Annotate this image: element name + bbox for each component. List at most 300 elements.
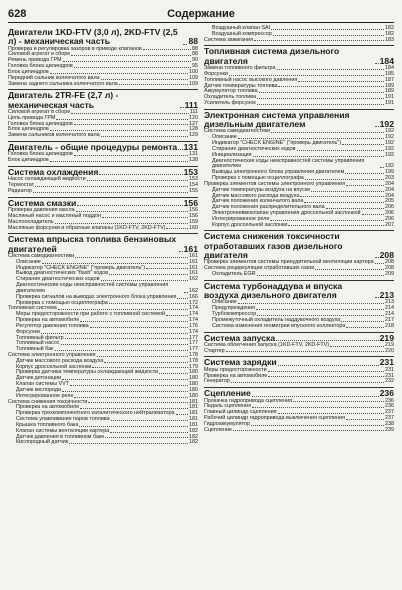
toc-entry-title: Система самодиагностики [8, 252, 75, 259]
toc-page-number: 88 [192, 51, 198, 58]
toc-page-number: 184 [385, 65, 394, 72]
toc-page-number: 159 [189, 218, 198, 225]
toc-entry[interactable] [212, 272, 394, 278]
dot-leader [74, 67, 191, 68]
toc-page-number: 95 [192, 63, 198, 70]
dot-leader [63, 61, 191, 62]
dot-leader [257, 315, 384, 316]
toc-page-number: 181 [189, 421, 198, 428]
dot-leader [159, 373, 188, 374]
dot-leader [179, 251, 183, 252]
dot-leader [62, 391, 188, 392]
dot-leader [55, 223, 188, 224]
toc-entry-title: Датчик температуры топлива [204, 82, 278, 89]
toc-page-number: 206 [385, 210, 394, 216]
toc-page-number: 181 [189, 398, 198, 405]
toc-left-column [8, 26, 198, 446]
dot-leader [102, 217, 188, 218]
toc-entry[interactable] [8, 158, 198, 164]
toc-page-number: 172 [189, 299, 198, 306]
toc-entry-title: Блок цилиндров [8, 68, 49, 75]
dot-leader [79, 426, 188, 427]
toc-entry-title: Проверка элементов системы принудительной вентиляции картера [204, 259, 374, 266]
toc-page-number: 189 [385, 82, 394, 89]
dot-leader [375, 257, 379, 258]
dot-leader [101, 136, 188, 137]
dot-leader [146, 268, 188, 269]
dot-leader [76, 211, 188, 212]
toc-entry-title: Силовой агрегат в сборе [8, 51, 71, 58]
toc-entry-title: Блок цилиндров [8, 157, 49, 164]
toc-page-number: 153 [183, 167, 198, 177]
toc-page-number: 162 [189, 287, 198, 294]
toc-page-number: 180 [189, 381, 198, 388]
toc-entry[interactable] [204, 349, 394, 355]
toc-entry-title: Ремень привода ГРМ [8, 57, 62, 64]
toc-entry[interactable] [8, 82, 198, 88]
toc-page-number: 184 [379, 55, 394, 66]
dot-leader [252, 407, 384, 408]
toc-entry-title: Вывод диагностических "flash" кодов [16, 270, 109, 277]
toc-page-number: 156 [189, 212, 198, 219]
toc-entry[interactable] [16, 440, 198, 446]
dot-leader [259, 92, 384, 93]
toc-page-number: 231 [379, 357, 394, 368]
dot-leader [75, 257, 188, 258]
toc-page-number: 161 [189, 252, 198, 259]
toc-entry[interactable] [212, 324, 394, 330]
dot-leader [362, 214, 384, 215]
toc-page-number: 192 [385, 151, 394, 158]
toc-entry-title: Маслоохладитель [8, 218, 54, 225]
toc-page-number: 219 [385, 341, 394, 348]
toc-entry-title: Стартер [204, 347, 225, 354]
toc-section[interactable] [204, 109, 394, 130]
toc-page-number: 176 [189, 322, 198, 329]
toc-page-number: 231 [385, 372, 394, 379]
dot-leader [341, 321, 384, 322]
dot-leader [293, 401, 384, 402]
dot-leader [109, 274, 188, 275]
dot-leader [77, 205, 182, 206]
toc-entry-title: Корпус дроссельной заслонки [212, 221, 288, 228]
toc-entry-title: Описание [212, 299, 237, 306]
dot-leader [62, 379, 188, 380]
toc-entry-title: Клапан системы VVT [16, 381, 70, 388]
dot-leader [74, 397, 188, 398]
page-number: 628 [8, 8, 27, 20]
toc-page-number: 185 [385, 70, 394, 77]
toc-page-number: 182 [189, 433, 198, 440]
toc-entry-title: Выводы электронного блока управления двигателем [212, 169, 345, 176]
dot-leader [278, 413, 384, 414]
dot-leader [166, 228, 188, 229]
toc-page-number: 205 [385, 198, 394, 205]
dot-leader [80, 321, 188, 322]
toc-page-number: 199 [385, 169, 394, 176]
toc-entry-title: Система изменения геометрии впускного коллектора [212, 322, 346, 329]
toc-page-number: 160 [189, 224, 198, 231]
dot-leader [238, 138, 384, 139]
toc-page-number: 109 [189, 74, 198, 81]
toc-entry-title: Система самодиагностики [204, 128, 271, 135]
toc-section[interactable] [8, 28, 198, 47]
toc-entry-title: Система охлаждения [8, 167, 99, 177]
dot-leader [143, 49, 191, 50]
dot-leader [90, 327, 188, 328]
toc-page-number: 129 [189, 132, 198, 139]
toc-page-number: 192 [385, 134, 394, 141]
dot-leader [271, 29, 384, 30]
toc-entry-title: Блок цилиндров [8, 126, 49, 133]
toc-entry-title: Усилитель форсунок [204, 100, 256, 107]
dot-leader [166, 315, 188, 316]
toc-page-number: 131 [183, 142, 198, 153]
toc-page-number: 161 [189, 258, 198, 265]
toc-entry-title: Система электронного управления [8, 352, 96, 358]
dot-leader [326, 208, 384, 209]
dot-leader [268, 376, 384, 377]
toc-entry-title: Проверка на автомобиле [204, 372, 268, 379]
dot-leader [375, 126, 379, 127]
dot-leader [184, 292, 188, 293]
toc-entry-title: Проверка элементов системы электронного управления [204, 180, 346, 187]
toc-entry-title: Замена топливного фильтра [204, 65, 276, 72]
dot-leader [55, 350, 189, 351]
dot-leader [330, 346, 384, 347]
toc-page-number: 179 [189, 363, 198, 370]
toc-page-number: 191 [385, 100, 394, 107]
dot-leader [268, 371, 384, 372]
toc-page-number: 109 [189, 80, 198, 87]
dot-leader [380, 167, 384, 168]
dot-leader [257, 98, 384, 99]
toc-entry-title: Проверка на автомобиле [16, 317, 80, 324]
toc-entry-title: Датчик кислорода [16, 386, 61, 393]
dot-leader [273, 35, 384, 36]
toc-entry-title: Интегрированное реле [212, 215, 270, 222]
toc-entry-title: Инициализация [212, 151, 252, 158]
toc-entry-title: Кислородный датчик [16, 439, 69, 446]
toc-page-number: 90 [192, 57, 198, 64]
toc-entry-title: Сцепление [204, 426, 232, 433]
dot-leader [311, 191, 384, 192]
toc-page-number: 204 [385, 186, 394, 193]
toc-entry-title: Датчик детонации [16, 375, 62, 382]
dot-leader [304, 202, 384, 203]
toc-page-number: 204 [385, 192, 394, 199]
toc-page-number: 192 [385, 140, 394, 147]
toc-section[interactable] [204, 45, 394, 66]
toc-page-number: 174 [189, 311, 198, 318]
toc-page-number: 239 [385, 426, 394, 433]
toc-page-number: 236 [379, 388, 394, 399]
toc-page-number: 111 [184, 99, 198, 110]
toc-entry-title: Масляные форсунки и обратные клапаны (1KD-FTV, 2KD-FTV) [8, 224, 166, 231]
dot-leader [109, 303, 188, 304]
toc-page-number: 182 [189, 427, 198, 434]
toc-entry-title: Корпус дроссельной заслонки [16, 363, 92, 370]
dot-leader [253, 156, 384, 157]
dot-leader [375, 297, 379, 298]
toc-entry-title: Датчик положения распределительного вала [212, 204, 325, 211]
toc-entry-title: Датчик давления в топливном баке [16, 433, 105, 440]
dot-leader [251, 425, 384, 426]
toc-entry-title: Двигатель 2TR-FE (2,7 л) - механическая часть [8, 90, 119, 110]
toc-page-number: 236 [385, 397, 394, 404]
dot-leader [71, 55, 191, 56]
toc-page-number: 218 [385, 322, 394, 329]
dot-leader [238, 303, 384, 304]
dot-leader [277, 69, 384, 70]
toc-entry[interactable] [204, 428, 394, 434]
toc-page-number: 217 [385, 316, 394, 323]
dot-leader [65, 338, 188, 339]
toc-section[interactable] [8, 89, 198, 110]
toc-entry-title: Педаль сцепления [204, 403, 252, 410]
toc-entry-title: Датчик температуры воздуха на впуске [212, 186, 311, 193]
toc-entry-title: Проверка на автомобиле [16, 404, 80, 411]
toc-entry-title: Охладитель топлива [204, 94, 257, 101]
dot-leader [41, 333, 188, 334]
toc-entry-title: Масляный насос и масляный поддон [8, 212, 101, 219]
toc-page-number: 208 [385, 265, 394, 272]
toc-entry-title: Топливный фильтр [16, 334, 64, 341]
toc-right-column [204, 26, 394, 433]
toc-entry-title: Радиатор [8, 187, 32, 194]
toc-page-number: 88 [188, 36, 198, 47]
dot-leader [252, 396, 379, 397]
toc-entry-title: Проверка с помощью осциллографа [16, 299, 108, 306]
toc-section[interactable] [204, 387, 394, 398]
toc-page-number: 182 [189, 439, 198, 446]
dot-leader [257, 275, 385, 276]
dot-leader [56, 119, 188, 120]
dot-leader [305, 179, 384, 180]
toc-page-number: 174 [189, 305, 198, 312]
toc-entry-title: Цепь привода ГРМ [8, 114, 56, 121]
dot-leader [346, 327, 384, 328]
toc-entry-title: Охладитель EGR [212, 270, 256, 277]
dot-leader [270, 220, 384, 221]
dot-leader [233, 430, 384, 431]
toc-page-number: 128 [189, 126, 198, 133]
toc-entry-title: Двигатель - общие процедуры ремонта [8, 142, 178, 153]
toc-page-number: 181 [189, 416, 198, 423]
dot-leader [256, 309, 384, 310]
toc-page-number: 207 [385, 221, 394, 228]
toc-entry-title: Система рециркуляции отработавших газов [204, 265, 315, 272]
dot-leader [254, 40, 384, 41]
dot-leader [42, 263, 188, 264]
toc-entry-title: Индикатор "CHECK ENGINE" ("проверь двигатель") [16, 264, 145, 271]
toc-page-number: 219 [379, 332, 394, 343]
toc-page-number: 161 [183, 243, 198, 254]
dot-leader [69, 443, 188, 444]
toc-entry-title: Силовой агрегат в сборе [8, 108, 71, 115]
toc-entry-title: Генератор [204, 378, 230, 385]
dot-leader [300, 196, 384, 197]
toc-entry-title: Описание [212, 134, 237, 141]
dot-leader [177, 298, 188, 299]
toc-entry-title: Аккумулятор топлива [204, 88, 258, 95]
dot-leader [111, 420, 188, 421]
dot-leader [176, 414, 189, 415]
toc-page-number: 213 [385, 299, 394, 306]
toc-entry-title: Топливный бак [16, 346, 54, 353]
toc-entry-title: Система запуска [204, 332, 276, 343]
dot-leader [71, 113, 189, 114]
dot-leader [61, 344, 188, 345]
toc-entry-title: Проверка трехкомпонентного каталитического нейтрализатора [16, 410, 175, 417]
dot-leader [87, 180, 188, 181]
dot-leader [257, 104, 384, 105]
toc-entry-title: Прокачка гидропривода сцепления [204, 397, 293, 404]
dot-leader [110, 432, 188, 433]
toc-page-number: 237 [385, 409, 394, 416]
toc-section[interactable] [204, 280, 394, 301]
toc-entry-title: Система турбонаддува и впуска воздуха дизельного двигателя [204, 280, 343, 301]
toc-entry-title: Головка блока цилиндров [8, 63, 73, 70]
toc-page-number: 187 [385, 76, 394, 83]
toc-page-number: 155 [189, 187, 198, 194]
toc-page-number: 206 [385, 204, 394, 211]
toc-entry[interactable] [8, 133, 198, 139]
toc-page-number: 192 [385, 145, 394, 152]
dot-leader [50, 130, 188, 131]
dot-leader [99, 174, 182, 175]
toc-entry-title: Воздушный клапан SAI [212, 25, 271, 31]
toc-page-number: 209 [385, 270, 394, 277]
toc-page-number: 120 [189, 114, 198, 121]
toc-entry-title: Датчик положения коленчатого вала [212, 198, 304, 205]
toc-page-number: 232 [385, 378, 394, 385]
toc-entry[interactable] [204, 38, 394, 44]
toc-page-number: 204 [385, 180, 394, 187]
toc-page-number: 192 [385, 128, 394, 135]
toc-page-number: 203 [385, 175, 394, 182]
toc-entry-title: Датчик массового расхода воздуха [212, 192, 300, 199]
dot-leader [346, 185, 384, 186]
toc-entry-title: Крышка топливного бака [16, 421, 79, 428]
toc-page-number: 182 [385, 25, 394, 31]
dot-leader [276, 340, 379, 341]
toc-page-number: 156 [183, 197, 198, 208]
toc-entry[interactable] [8, 189, 198, 195]
toc-page-number: 180 [189, 369, 198, 376]
toc-entry-title: Электропневмоклапан управления дроссельной заслонкой [212, 210, 361, 216]
toc-page-number: 180 [189, 392, 198, 399]
toc-page-number: 177 [189, 334, 198, 341]
toc-page-number: 231 [385, 366, 394, 373]
toc-entry-title: Термостат [8, 182, 35, 189]
toc-page-number: 183 [385, 36, 394, 43]
toc-entry-title: Датчик массового расхода воздуха [16, 357, 104, 364]
toc-page-number: 213 [379, 290, 394, 301]
toc-entry-title: Проверка сигналов на выводах электронного блока управления [16, 293, 177, 300]
toc-page-number: 236 [385, 403, 394, 410]
toc-entry-title: Проверка и регулировка зазоров в приводе клапанов [8, 45, 142, 52]
toc-page-number: 177 [189, 346, 198, 353]
toc-page-number: 192 [379, 119, 394, 130]
toc-page-number: 180 [189, 386, 198, 393]
toc-section[interactable] [8, 233, 198, 254]
dot-leader [183, 44, 187, 45]
toc-page-number: 174 [189, 317, 198, 324]
toc-entry-title: Система впрыска топлива бензиновых двигателей [8, 234, 177, 254]
dot-leader [288, 225, 384, 226]
dot-leader [278, 86, 384, 87]
toc-entry[interactable] [8, 226, 198, 232]
dot-leader [35, 186, 188, 187]
toc-entry-title: Топливный насос высокого давления [204, 76, 298, 83]
toc-entry[interactable] [204, 379, 394, 385]
toc-entry-title: Клапан системы вентиляции картера [16, 427, 110, 434]
toc-entry-title: Главный цилиндр сцепления [204, 409, 277, 416]
toc-page-number: 177 [189, 340, 198, 347]
dot-leader [375, 63, 379, 64]
toc-entry-title: Описание [16, 258, 41, 265]
toc-entry-title: Гидроаккумулятор [204, 420, 250, 427]
toc-page-number: 156 [189, 207, 198, 214]
dot-leader [97, 356, 188, 357]
toc-page-number: 154 [189, 182, 198, 189]
toc-entry[interactable] [16, 283, 198, 295]
dot-leader [33, 192, 188, 193]
toc-entry-title: Замена заднего сальника коленчатого вала [8, 80, 118, 87]
toc-entry-title: Система смазки [8, 197, 77, 208]
toc-entry-title: Рабочий цилиндр гидропривода выключения сцепления [204, 414, 346, 421]
toc-page-number: 180 [189, 375, 198, 382]
dot-leader [74, 155, 188, 156]
toc-entry-title: Стирание диагностических кодов [212, 145, 296, 152]
toc-entry-title: Система снижения токсичности отработавших газов дизельного двигателя [204, 231, 343, 261]
toc-page-number: 88 [192, 45, 198, 52]
toc-entry-title: Двигатели 1KD-FTV (3,0 л), 2KD-FTV (2,5 л) - механическая часть [8, 27, 178, 47]
toc-entry[interactable] [204, 101, 394, 107]
toc-entry-title: Насос охлаждающей жидкости [8, 176, 86, 183]
toc-entry-title: Форсунки [204, 70, 228, 77]
toc-entry-title: Система снижения токсичности [8, 398, 88, 405]
toc-entry[interactable] [212, 223, 394, 229]
dot-leader [231, 382, 384, 383]
dot-leader [101, 79, 188, 80]
dot-leader [104, 362, 188, 363]
dot-leader [271, 132, 384, 133]
page-title: Содержание [167, 8, 235, 20]
dot-leader [297, 150, 385, 151]
dot-leader [342, 144, 384, 145]
dot-leader [74, 124, 188, 125]
toc-page-number: 237 [385, 414, 394, 421]
toc-entry-title: Передний сальник коленчатого вала [8, 74, 100, 81]
toc-section[interactable] [204, 230, 394, 260]
toc-entry-title: Меры предосторожности при работе с топливной системой [16, 311, 165, 318]
toc-page-number: 100 [189, 68, 198, 75]
toc-page-number: 166 [189, 293, 198, 300]
toc-page-number: 161 [189, 270, 198, 277]
toc-page-number: 238 [385, 420, 394, 427]
toc-entry-title: Головка блока цилиндров [8, 151, 73, 158]
toc-entry-title: Система улавливания паров топлива [16, 416, 110, 423]
toc-entry-title: Регулятор давления топлива [16, 322, 89, 329]
toc-entry-title: Замена сальников коленчатого вала [8, 132, 100, 139]
toc-entry-title: Электронная система управления дизельным двигателем [204, 109, 350, 130]
toc-entry-title: Форсунки [16, 328, 40, 335]
toc-page-number: 181 [189, 410, 198, 417]
toc-entry-title: Воздушный компрессор [212, 30, 272, 37]
toc-entry-title: Топливная система [8, 305, 57, 312]
